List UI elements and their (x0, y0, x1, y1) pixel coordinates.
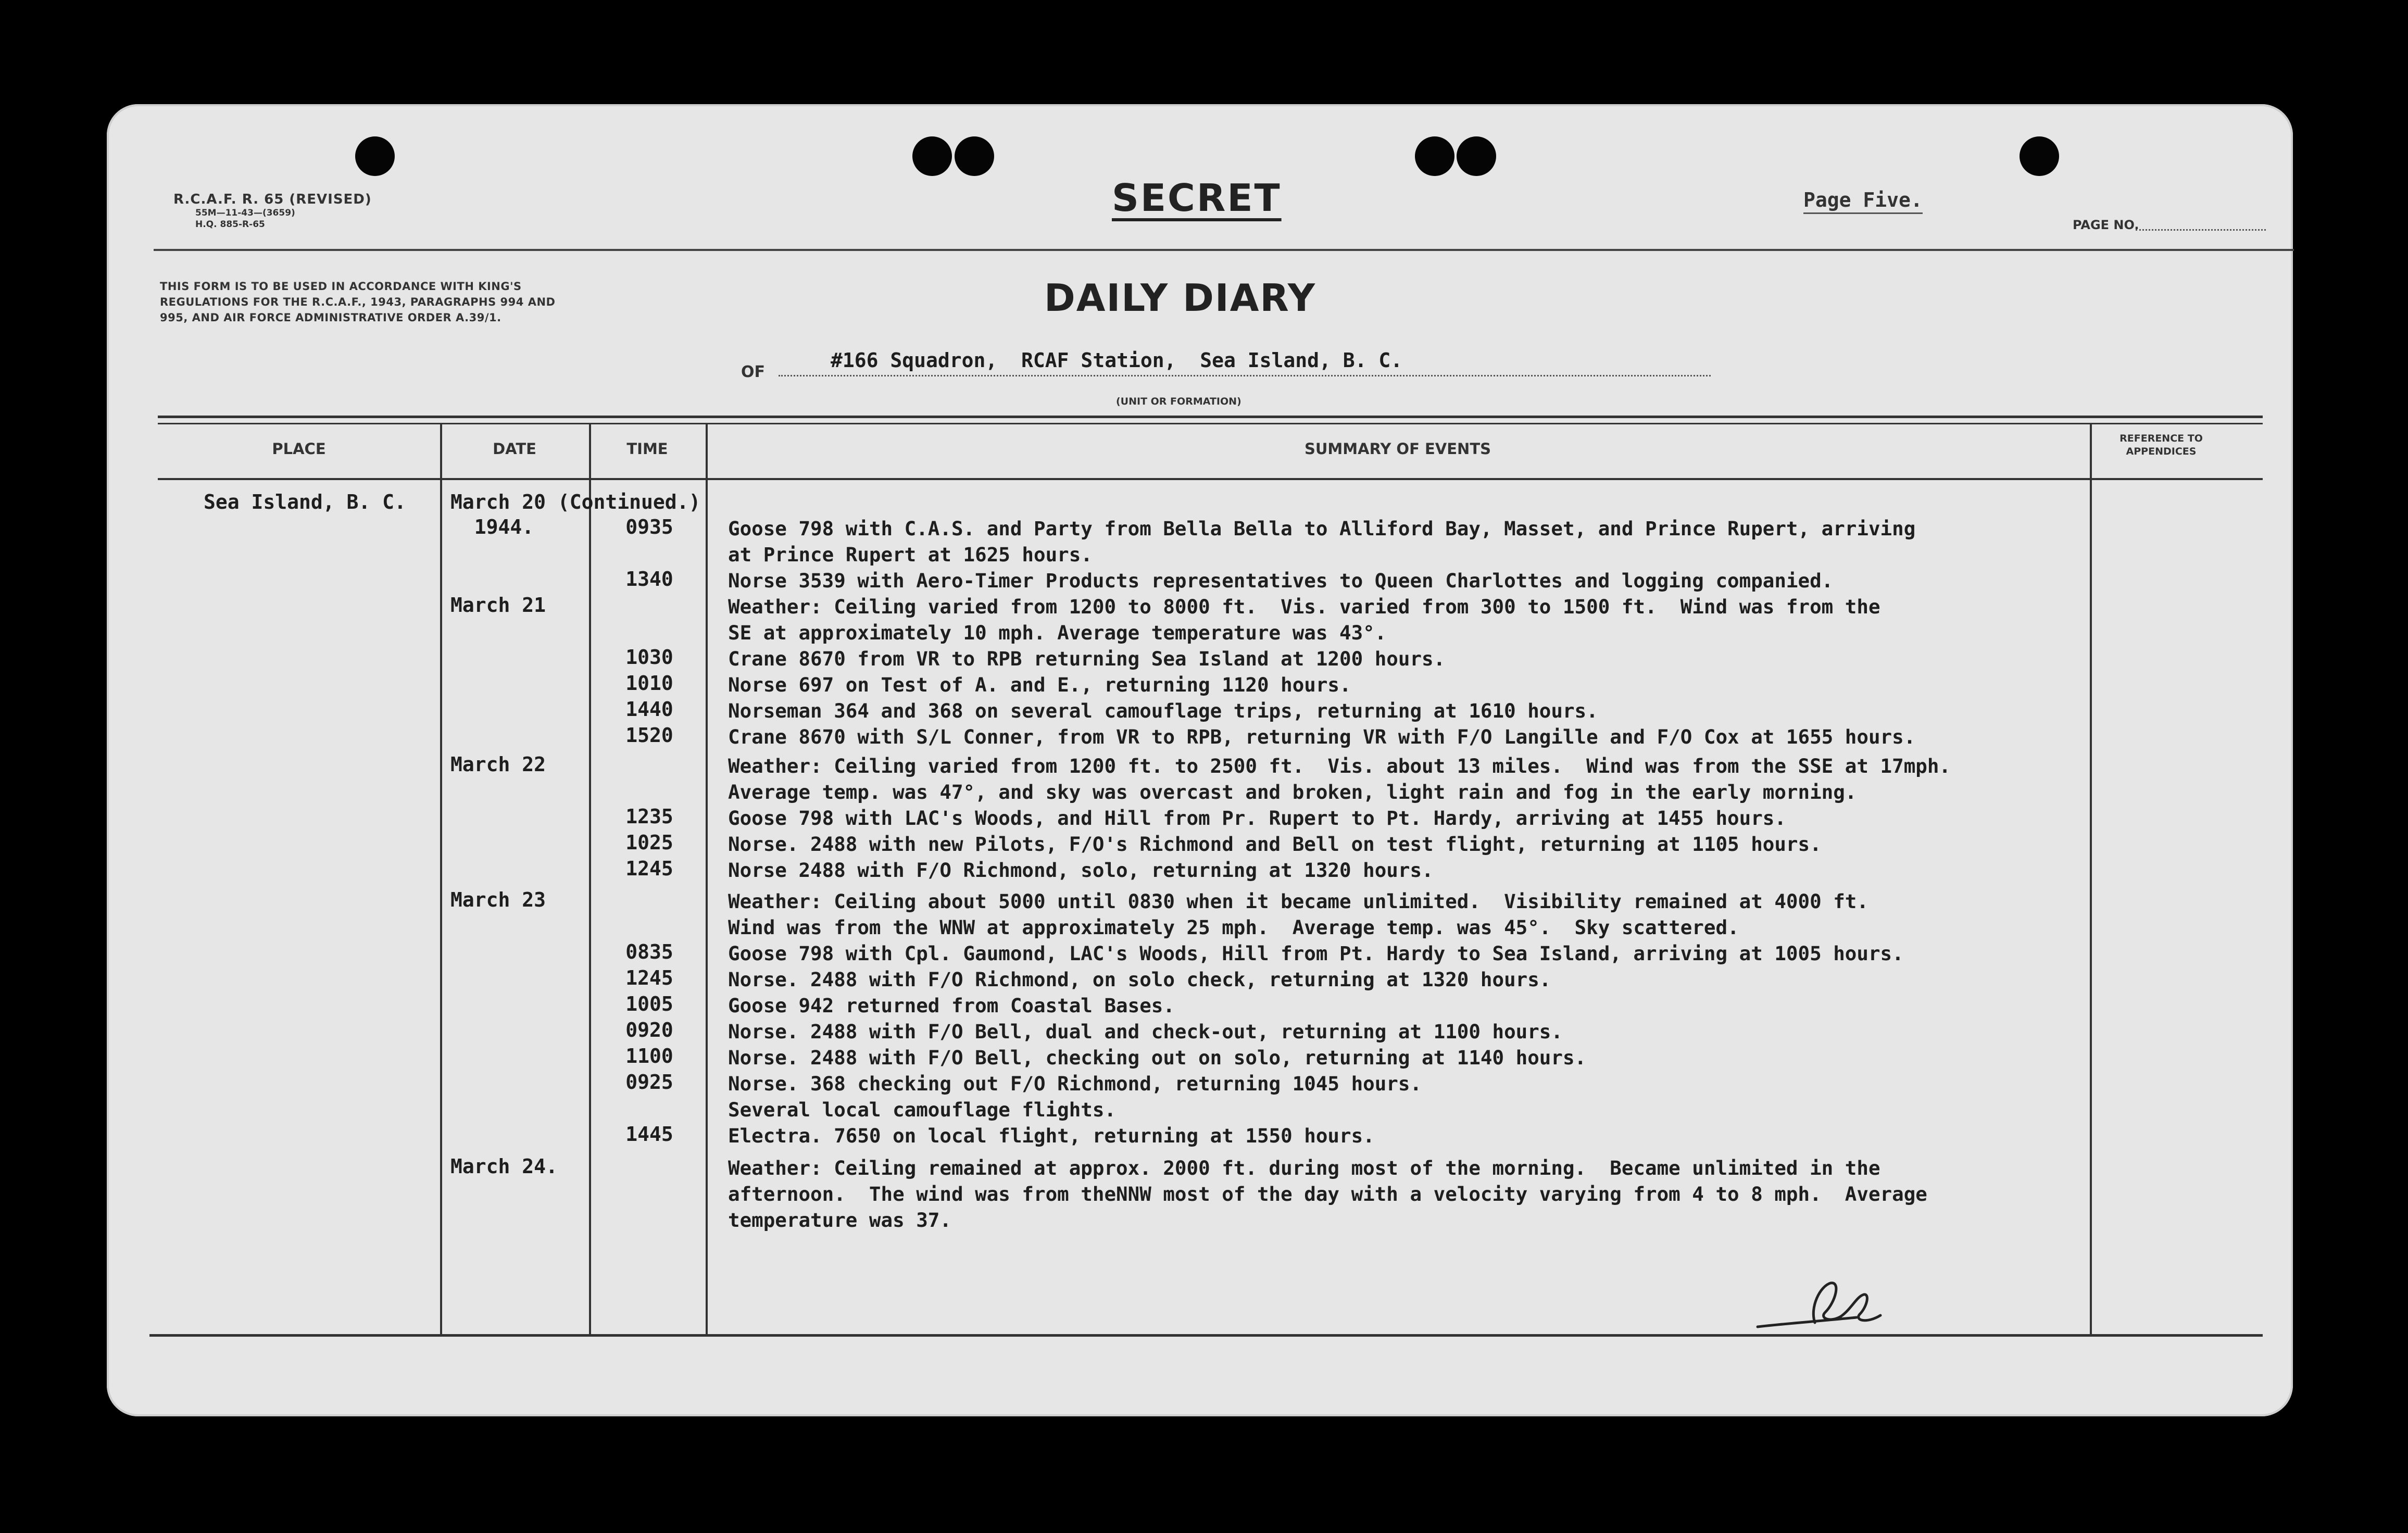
event-cell: SE at approximately 10 mph. Average temperature was 43°. (728, 621, 1387, 644)
punch-hole (912, 136, 952, 176)
event-cell: Electra. 7650 on local flight, returning at 1550 hours. (728, 1124, 1375, 1147)
form-number: R.C.A.F. R. 65 (REVISED) (173, 192, 372, 207)
punch-hole (2020, 136, 2059, 176)
event-cell: Weather: Ceiling varied from 1200 to 8000 ft. Vis. varied from 300 to 1500 ft. Wind was from the (728, 595, 1880, 618)
table-row (107, 724, 2293, 751)
punch-hole (355, 136, 395, 176)
event-cell: afternoon. The wind was from theNNW most of the day with a velocity varying from 4 to 8 mph. Average (728, 1183, 1927, 1205)
time-cell: 1005 (625, 992, 673, 1015)
time-cell: 1010 (625, 672, 673, 695)
event-cell: Norse 697 on Test of A. and E., returning 1120 hours. (728, 673, 1351, 696)
event-cell: Norse. 2488 with F/O Richmond, on solo check, returning at 1320 hours. (728, 968, 1551, 991)
event-cell: Norse 3539 with Aero-Timer Products representatives to Queen Charlottes and logging companied. (728, 569, 1834, 592)
time-cell: 0835 (625, 940, 673, 963)
table-rule (158, 423, 2263, 424)
date-cell: March 22 (450, 753, 546, 776)
time-cell: 1100 (625, 1045, 673, 1067)
time-cell: 1520 (625, 724, 673, 747)
time-cell: 1245 (625, 857, 673, 880)
unit-field: #166 Squadron, RCAF Station, Sea Island, B. C. (779, 349, 1711, 376)
table-row (107, 1155, 2293, 1182)
classification-stamp: SECRET (1112, 176, 1282, 220)
table-row (107, 1097, 2293, 1124)
event-cell: Crane 8670 from VR to RPB returning Sea Island at 1200 hours. (728, 647, 1446, 670)
event-cell: Average temp. was 47°, and sky was overcast and broken, light rain and fog in the early morning. (728, 781, 1857, 803)
event-cell: Norse. 368 checking out F/O Richmond, returning 1045 hours. (728, 1072, 1422, 1095)
header-summary: SUMMARY OF EVENTS (1305, 440, 1491, 458)
table-row (107, 831, 2293, 858)
event-cell: Goose 798 with LAC's Woods, and Hill from Pr. Rupert to Pt. Hardy, arriving at 1455 hours. (728, 807, 1786, 830)
time-cell: 1235 (625, 805, 673, 828)
event-cell: Norseman 364 and 368 on several camouflage trips, returning at 1610 hours. (728, 699, 1598, 722)
table-row (107, 568, 2293, 595)
table-row (107, 491, 2293, 518)
page-no-label: PAGE NO. (2073, 218, 2139, 232)
event-cell: Weather: Ceiling about 5000 until 0830 when it became unlimited. Visibility remained at 4000 ft. (728, 890, 1868, 913)
header-place: PLACE (272, 440, 326, 458)
table-row (107, 888, 2293, 915)
diary-form-card (107, 104, 2293, 1416)
table-rule (158, 416, 2263, 418)
event-cell: Weather: Ceiling varied from 1200 ft. to 2500 ft. Vis. about 13 miles. Wind was from the SSE at 17mph. (728, 755, 1951, 777)
event-cell: Several local camouflage flights. (728, 1098, 1117, 1121)
of-label: OF (741, 363, 765, 381)
table-row (107, 966, 2293, 994)
table-row (107, 1019, 2293, 1046)
date-cell: 1944. (450, 516, 534, 538)
table-row (107, 1045, 2293, 1072)
event-cell: at Prince Rupert at 1625 hours. (728, 543, 1093, 566)
unit-caption: (UNIT OR FORMATION) (1116, 396, 1241, 407)
time-cell: 1025 (625, 831, 673, 854)
table-row (107, 698, 2293, 725)
time-cell: 1245 (625, 966, 673, 989)
regulation-notice: THIS FORM IS TO BE USED IN ACCORDANCE WITH KING'S REGULATIONS FOR THE R.C.A.F., 1943, PARAGRAPHS 994 AND 995, AND AIR FORCE ADMINISTRATIVE ORDER A.39/1. (160, 280, 556, 324)
table-row (107, 914, 2293, 941)
print-code: 55M—11-43—(3659) (195, 208, 295, 218)
header-reference: REFERENCE TO APPENDICES (2119, 433, 2203, 457)
page-no-line (2136, 229, 2266, 231)
table-row (107, 805, 2293, 832)
table-row (107, 857, 2293, 884)
page-title: DAILY DIARY (1044, 276, 1316, 320)
event-cell: Norse. 2488 with new Pilots, F/O's Richmond and Bell on test flight, returning at 1105 hours. (728, 833, 1822, 856)
event-cell: Norse. 2488 with F/O Bell, dual and check-out, returning at 1100 hours. (728, 1020, 1563, 1043)
event-cell: temperature was 37. (728, 1209, 951, 1232)
event-cell: Weather: Ceiling remained at approx. 2000 ft. during most of the morning. Became unlimited in the (728, 1157, 1880, 1179)
table-row (107, 940, 2293, 967)
date-cell: March 21 (450, 594, 546, 617)
time-cell: 1440 (625, 698, 673, 721)
time-cell: 1030 (625, 646, 673, 669)
header-divider (154, 249, 2294, 251)
table-bottom-rule (149, 1334, 2263, 1337)
punch-hole (955, 136, 994, 176)
event-cell: Goose 942 returned from Coastal Bases. (728, 994, 1175, 1017)
time-cell: 0935 (625, 516, 673, 538)
table-header-rule (158, 478, 2263, 480)
table-row (107, 1123, 2293, 1150)
place-cell: Sea Island, B. C. (204, 491, 406, 513)
form-identifier (173, 192, 372, 230)
date-cell: March 20 (Continued.) (450, 491, 701, 513)
table-row (107, 646, 2293, 673)
punch-hole (1457, 136, 1496, 176)
date-cell: March 24. (450, 1155, 558, 1178)
table-row (107, 620, 2293, 647)
time-cell: 0925 (625, 1071, 673, 1094)
page-label: Page Five. (1803, 189, 1923, 214)
event-cell: Crane 8670 with S/L Conner, from VR to RPB, returning VR with F/O Langille and F/O Cox at 1655 hours. (728, 725, 1916, 748)
event-cell: Norse 2488 with F/O Richmond, solo, returning at 1320 hours. (728, 859, 1434, 882)
initials-signature (1752, 1276, 1888, 1338)
event-cell: Goose 798 with Cpl. Gaumond, LAC's Woods, Hill from Pt. Hardy to Sea Island, arriving at 1005 hours. (728, 942, 1904, 965)
time-cell: 1340 (625, 568, 673, 590)
event-cell: Goose 798 with C.A.S. and Party from Bella Bella to Alliford Bay, Masset, and Prince Rupert, arriving (728, 517, 1916, 540)
table-row (107, 1207, 2293, 1234)
date-cell: March 23 (450, 888, 546, 911)
table-row (107, 779, 2293, 806)
table-row (107, 672, 2293, 699)
time-cell: 0920 (625, 1019, 673, 1041)
time-cell: 1445 (625, 1123, 673, 1146)
table-row (107, 594, 2293, 621)
punch-hole (1415, 136, 1454, 176)
header-time: TIME (626, 440, 668, 458)
hq-code: H.Q. 885-R-65 (195, 219, 265, 230)
table-row (107, 753, 2293, 780)
table-row (107, 516, 2293, 543)
event-cell: Norse. 2488 with F/O Bell, checking out on solo, returning at 1140 hours. (728, 1046, 1587, 1069)
table-row (107, 542, 2293, 569)
event-cell: Wind was from the WNW at approximately 25 mph. Average temp. was 45°. Sky scattered. (728, 916, 1739, 939)
table-row (107, 1181, 2293, 1208)
header-date: DATE (493, 440, 536, 458)
table-row (107, 992, 2293, 1020)
table-row (107, 1071, 2293, 1098)
